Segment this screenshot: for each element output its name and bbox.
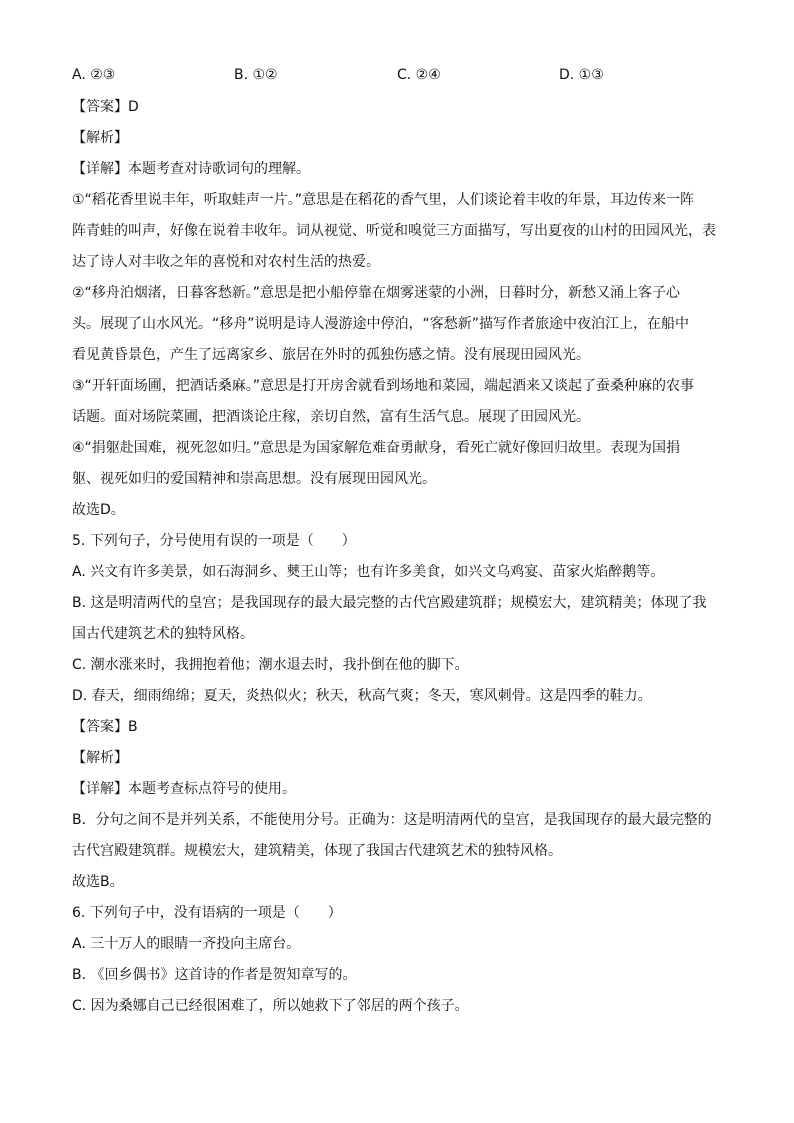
q4-options-row	[72, 65, 722, 85]
q5-analysis-heading: 【解析】	[72, 750, 128, 766]
q5-option-b-line-2: 国古代建筑艺术的独特风格。	[72, 626, 254, 642]
q4-explanation-4-line-1: ④“捐躯赴国难，视死忽如归。”意思是为国家解危难奋勇献身，看死亡就好像回归故里。表现为国捐	[72, 440, 681, 456]
q4-explanation-2-line-1: ②“移舟泊烟渚，日暮客愁新。”意思是把小船停靠在烟雾迷蒙的小洲，日暮时分，新愁又涌上客子心	[72, 285, 681, 301]
q4-explanation-3-line-2: 话题。面对场院菜圃，把酒谈论庄稼，亲切自然，富有生活气息。展现了田园风光。	[72, 409, 590, 425]
q5-conclusion: 故选B。	[72, 874, 124, 890]
q4-explanation-1-line-2: 阵青蛙的叫声，好像在说着丰收年。词从视觉、听觉和嗅觉三方面描写，写出夏夜的山村的田园风光，表	[72, 223, 716, 239]
q4-answer: 【答案】D	[72, 99, 139, 115]
q4-option-c: C. ②④	[397, 67, 441, 83]
q4-analysis-heading: 【解析】	[72, 130, 128, 146]
q4-explanation-2-line-2: 头。展现了山水风光。“移舟”说明是诗人漫游途中停泊，“客愁新”描写作者旅途中夜泊江上，在船中	[72, 316, 690, 332]
q4-explanation-3-line-1: ③“开轩面场圃，把酒话桑麻。”意思是打开房舍就看到场地和菜园，端起酒来又谈起了蚕桑种麻的农事	[72, 378, 695, 394]
q4-conclusion: 故选D。	[72, 502, 125, 518]
q4-explanation-2-line-3: 看见黄昏景色，产生了远离家乡、旅居在外时的孤独伤感之情。没有展现田园风光。	[72, 347, 590, 363]
q4-explanation-1-line-1: ①“稻花香里说丰年，听取蛙声一片。”意思是在稻花的香气里，人们谈论着丰收的年景，耳边传来一阵	[72, 192, 695, 208]
q4-explanation-4-line-2: 躯、视死如归的爱国精神和崇高思想。没有展现田园风光。	[72, 471, 436, 487]
q5-option-c: C. 潮水涨来时，我拥抱着他；潮水退去时，我扑倒在他的脚下。	[72, 657, 469, 673]
q4-option-a: A. ②③	[72, 67, 116, 83]
q5-explanation-line-1: B．分句之间不是并列关系，不能使用分号。正确为：这是明清两代的皇宫，是我国现存的最大最完整的	[72, 812, 712, 828]
q5-option-a: A. 兴文有许多美景，如石海洞乡、僰王山等；也有许多美食，如兴文乌鸡宴、苗家火焰醉鹅等。	[72, 564, 665, 580]
q4-option-b: B. ①②	[234, 67, 278, 83]
q4-detail-intro: 【详解】本题考查对诗歌词句的理解。	[72, 161, 310, 177]
q5-answer: 【答案】B	[72, 719, 138, 735]
q6-option-c: C. 因为桑娜自己已经很困难了，所以她救下了邻居的两个孩子。	[72, 998, 469, 1014]
q4-option-d: D. ①③	[559, 67, 604, 83]
q6-stem: 6. 下列句子中，没有语病的一项是（ ）	[72, 905, 342, 921]
q5-explanation-line-2: 古代宫殿建筑群。规模宏大，建筑精美，体现了我国古代建筑艺术的独特风格。	[72, 843, 562, 859]
q5-option-b-line-1: B. 这是明清两代的皇宫；是我国现存的最大最完整的古代宫殿建筑群；规模宏大，建筑精美；体现了我	[72, 595, 707, 611]
q6-option-b: B. 《回乡偶书》这首诗的作者是贺知章写的。	[72, 967, 357, 983]
q4-explanation-1-line-3: 达了诗人对丰收之年的喜悦和对农村生活的热爱。	[72, 254, 380, 270]
q5-option-d: D. 春天，细雨绵绵；夏天，炎热似火；秋天，秋高气爽；冬天，寒风刺骨。这是四季的鞋力。	[72, 688, 652, 704]
q5-detail-intro: 【详解】本题考查标点符号的使用。	[72, 781, 296, 797]
q6-option-a: A. 三十万人的眼睛一齐投向主席台。	[72, 936, 301, 952]
q5-stem: 5. 下列句子，分号使用有误的一项是（ ）	[72, 533, 356, 549]
